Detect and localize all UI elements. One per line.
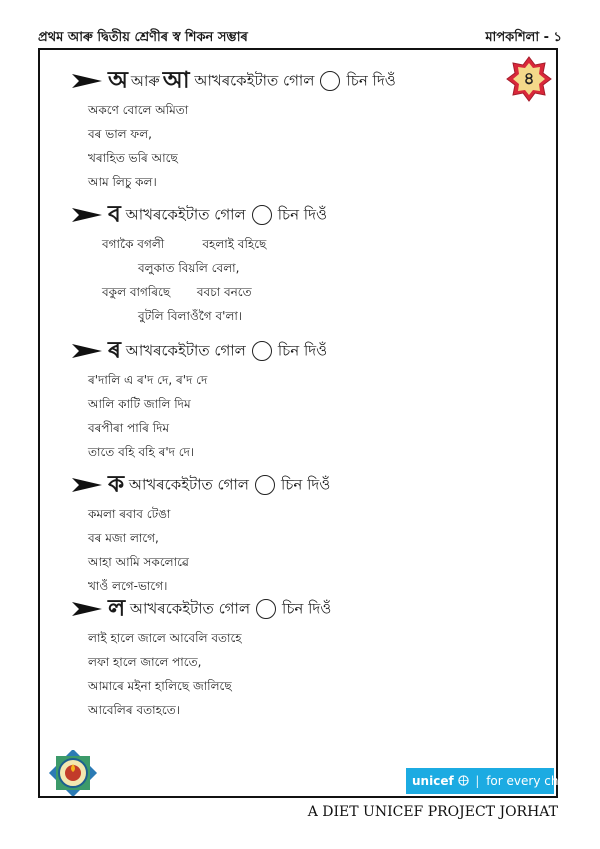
section-heading	[72, 592, 331, 624]
instruction-text: আখৰকেইটাত গোল	[128, 475, 249, 494]
poem-line: বুটলি বিলাওঁগৈ ব'লা।	[138, 309, 243, 323]
section-o-aa	[72, 64, 396, 194]
poem-line: আমাৰে মইনা হালিছে জালিছে	[88, 679, 232, 693]
separator: |	[475, 774, 480, 788]
letter: ক	[108, 471, 125, 498]
circle-icon	[252, 205, 272, 225]
instruction-text: আখৰকেইটাত গোল	[125, 205, 246, 224]
poem-line: বৰ ভাল ফল,	[88, 127, 152, 141]
poem-line: লফা হালে জালে পাতে,	[88, 655, 202, 669]
section-heading	[72, 334, 327, 366]
unicef-tagline: for every child	[486, 774, 573, 788]
letter-2: আ	[162, 67, 190, 94]
poem-line: তাতে বহি বহি ৰ'দ দে।	[88, 445, 195, 459]
instruction-text: আখৰকেইটাত গোল	[129, 599, 251, 618]
circle-icon	[255, 475, 275, 495]
instruction-text: আখৰকেইটাত গোল	[125, 341, 246, 360]
poem-line: বগাকৈ বগলী বহলাই বহিছে	[102, 237, 267, 251]
poem-line: অকণে বোলে অমিতা	[88, 103, 189, 117]
letter: অ	[108, 67, 128, 94]
poem-line: আহা আমি সকলোৱে	[88, 555, 189, 569]
instruction-text-2: চিন দিওঁ	[277, 341, 328, 360]
section-ra	[72, 334, 327, 464]
arrow-icon	[72, 475, 102, 495]
section-la	[72, 592, 331, 722]
poem-line: আম লিচু কল।	[88, 175, 157, 189]
poem-line: খৰাহিত ভৰি আছে	[88, 151, 178, 165]
emblem-icon	[44, 750, 102, 796]
instruction-text-2: চিন দিওঁ	[282, 599, 332, 618]
arrow-icon	[72, 341, 102, 361]
arrow-icon	[72, 71, 102, 91]
instruction-text-2: চিন দিওঁ	[346, 71, 396, 90]
instruction-text: আখৰকেইটাত গোল	[194, 71, 315, 90]
footer-text: A DIET UNICEF PROJECT JORHAT	[307, 804, 558, 820]
letter: ল	[108, 595, 126, 622]
section-heading	[72, 198, 327, 230]
arrow-icon	[72, 205, 102, 225]
poem-line: আলি কাটি জালি দিম	[88, 397, 191, 411]
page-number: ৪	[523, 69, 535, 89]
poem-line: কমলা ৰবাব টেঙা	[88, 507, 171, 521]
letter: ব	[108, 201, 121, 228]
unicef-logo	[406, 768, 573, 794]
poem-line: বৰপীৰা পাৰি দিম	[88, 421, 170, 435]
unicef-brand: unicef	[412, 774, 454, 788]
poem-line: বৰ মজা লাগে,	[88, 531, 159, 545]
letter: ৰ	[108, 337, 121, 364]
section-heading	[72, 468, 330, 500]
page-header	[38, 28, 562, 48]
circle-icon	[252, 341, 272, 361]
poem-line: লাই হালে জালে আবেলি বতাহে	[88, 631, 242, 645]
conjunction: আৰু	[130, 71, 160, 90]
instruction-text-2: চিন দিওঁ	[280, 475, 331, 494]
poem-line: বকুল বাগৰিছে ববচা বনতে	[102, 285, 252, 299]
globe-icon	[458, 775, 469, 786]
page-number-badge	[506, 56, 552, 102]
sheet-number: মাপকশিলা - ১	[485, 30, 562, 45]
poem-line: বলুকাত বিয়লি বেলা,	[138, 261, 240, 275]
section-heading	[72, 64, 396, 96]
section-ba	[72, 198, 327, 328]
instruction-text-2: চিন দিওঁ	[277, 205, 328, 224]
circle-icon	[320, 71, 340, 91]
poem-line: ৰ'দালি এ ৰ'দ দে, ৰ'দ দে	[88, 373, 208, 387]
circle-icon	[256, 599, 276, 619]
booklet-title: প্ৰথম আৰু দ্বিতীয় শ্ৰেণীৰ স্ব শিকন সম্ভাৰ	[38, 30, 248, 45]
section-ka	[72, 468, 330, 598]
diet-emblem	[44, 750, 102, 796]
poem-line: আবেলিৰ বতাহতে।	[88, 703, 181, 717]
arrow-icon	[72, 599, 102, 619]
poem-line: খাওঁ লগে-ভাগে।	[88, 579, 168, 593]
